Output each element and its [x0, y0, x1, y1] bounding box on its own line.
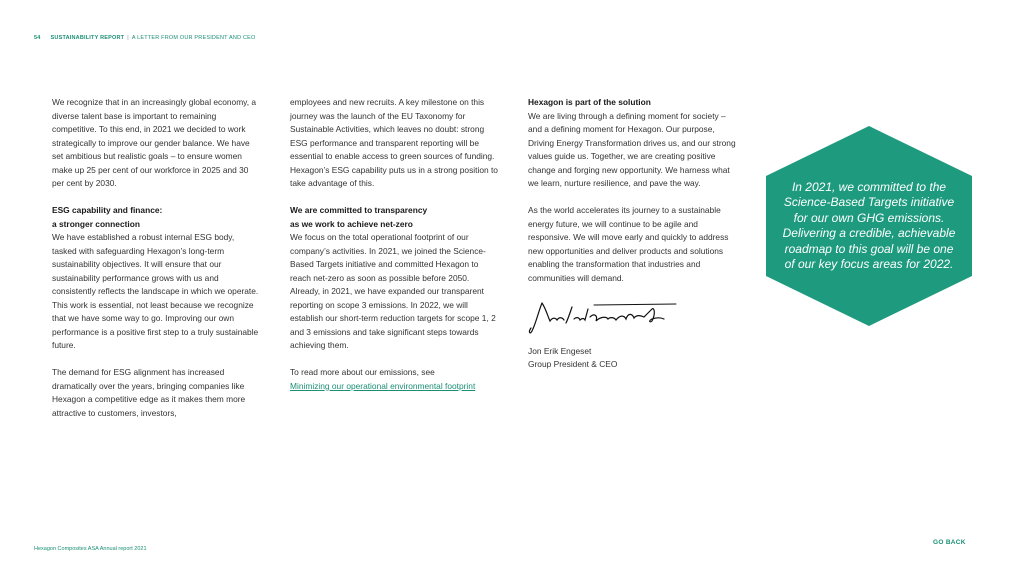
subsection-title[interactable]: A LETTER FROM OUR PRESIDENT AND CEO [131, 35, 256, 41]
paragraph: We are living through a defining moment for society – and a defining moment for Hexagon. Our purpose, Driving Energy Transformation drives us, and our strong values guide us. Together, we are creating positive change and forging new opportunity. We harness what we learn, nurture resilience, and pave the way. [528, 110, 736, 188]
paragraph: We recognize that in an increasingly global economy, a diverse talent base is important to remaining competitive. To this end, in 2021 we decided to work strategically to improve our gender balance. We have set ambitious but realistic goals – to ensure women make up 25 per cent of our workforce in 2025 and 30 per cent by 2030. [52, 97, 257, 188]
text-column-3 [528, 96, 736, 372]
paragraph: We focus on the total operational footprint of our company’s activities. In 2021, we joined the Science-Based Targets initiative and committed Hexagon to reach net-zero as soon as possible before 2050. Already, in 2021, we have expanded our transparent reporting on scope 3 emissions. In 2022, we will establish our short-term reduction targets for scope 1, 2 and 3 emissions and take significant steps towards achieving them. [290, 232, 496, 350]
section-title[interactable]: SUSTAINABILITY REPORT [50, 35, 125, 41]
heading-line: as we work to achieve net-zero [290, 218, 413, 229]
paragraph: We have established a robust internal ESG body, tasked with safeguarding Hexagon’s long-term sustainability objectives. It will ensure that our sustainability performance grows with us and consistently reflects the landscape in which we operate. This work is essential, not least because we recognize that we have some way to go. Improving our own performance is a positive first step to a truly sustainable future. [52, 232, 259, 350]
go-back-button[interactable]: GO BACK [933, 539, 966, 546]
callout-text: In 2021, we committed to the Science-Based Targets initiative for our own GHG emissions. Delivering a credible, achievable roadmap to this goal will be one of our key focus areas for 2022. [782, 179, 956, 271]
signatory-name: Jon Erik Engeset [528, 345, 592, 356]
heading-line: ESG capability and finance: [52, 205, 163, 215]
heading-line: We are committed to transparency [290, 205, 428, 215]
link-lead: To read more about our emissions, see [290, 367, 435, 377]
footer-text: Hexagon Composites ASA Annual report 2021 [34, 546, 147, 552]
heading: Hexagon is part of the solution [528, 97, 651, 107]
heading [52, 204, 260, 231]
signature [528, 299, 736, 339]
text-column-1 [52, 96, 260, 434]
paragraph: employees and new recruits. A key milestone on this journey was the launch of the EU Taxonomy for Sustainable Activities, which leaves no doubt: strong ESG performance and transparent reporting will be essential to enable access to green sources of funding. Hexagon’s ESG capability puts us in a strong position to take advantage of this. [290, 97, 498, 188]
text-column-2 [290, 96, 498, 407]
page-number: 54 [34, 35, 41, 41]
heading [290, 204, 498, 231]
signatory-title: Group President & CEO [528, 359, 618, 369]
page-header [34, 35, 255, 41]
heading-line: a stronger connection [52, 218, 140, 229]
paragraph: The demand for ESG alignment has increased dramatically over the years, bringing companies like Hexagon a competitive edge as it makes them more attractive to customers, investors, [52, 367, 246, 418]
signature-image [528, 299, 678, 339]
emissions-footprint-link[interactable]: Minimizing our operational environmental footprint [290, 380, 476, 391]
paragraph: As the world accelerates its journey to a sustainable energy future, we will continue to be agile and responsive. We will move early and quickly to address new opportunities and deliver products and solutions enabling the transformation that industries and communities will demand. [528, 205, 729, 283]
callout-hexagon [766, 126, 972, 326]
paragraph [290, 366, 498, 393]
header-separator: | [127, 35, 129, 41]
